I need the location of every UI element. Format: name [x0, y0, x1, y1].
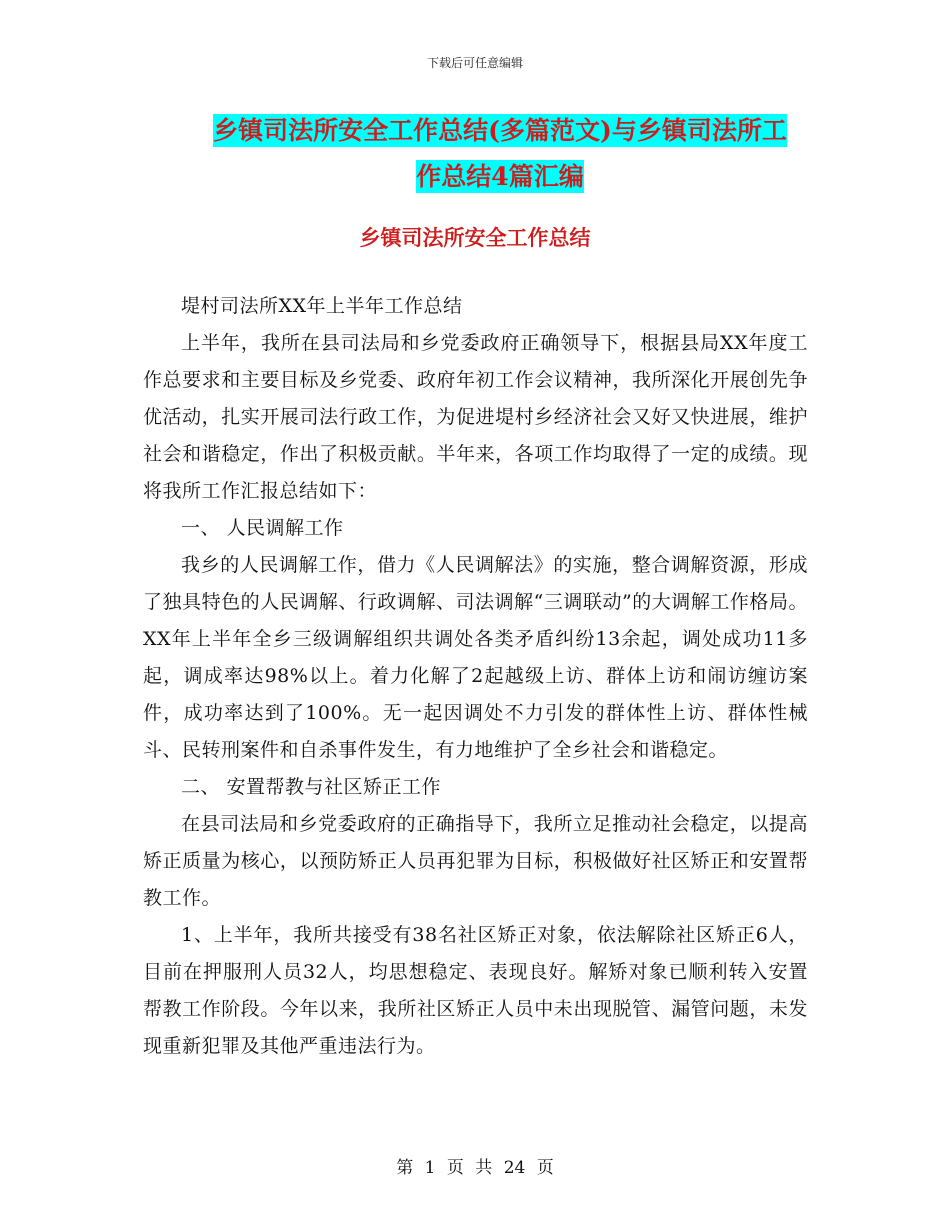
heading-correction: 二、 安置帮教与社区矫正工作	[181, 776, 442, 798]
title-line-2: 作总结4篇汇编	[416, 162, 584, 191]
subtitle-paragraph: 堤村司法所XX年上半年工作总结	[181, 295, 463, 317]
title-line-1: 乡镇司法所安全工作总结(多篇范文)与乡镇司法所工	[213, 116, 787, 145]
header-note: 下载后可任意编辑	[426, 56, 523, 70]
page-footer: 第 1 页 共 24 页	[396, 1158, 554, 1178]
heading-mediation: 一、 人民调解工作	[181, 517, 344, 539]
correction-item-1: 1、上半年，我所共接受有38名社区矫正对象，依法解除社区矫正6人，目前在押服刑人员32人，均思想稳定、表现良好。解矫对象已顺利转入安置帮教工作阶段。今年以来，我所社区矫正人员中未出现脱管、漏管问题，未发现重新犯罪及其他严重违法行为。	[143, 924, 808, 1057]
section-title: 乡镇司法所安全工作总结	[359, 225, 591, 250]
mediation-paragraph: 我乡的人民调解工作，借力《人民调解法》的实施，整合调解资源，形成了独具特色的人民调解、行政调解、司法调解“三调联动”的大调解工作格局。XX年上半年全乡三级调解组织共调处各类矛盾纠纷13余起，调处成功11多起，调成率达98%以上。着力化解了2起越级上访、群体上访和闹访缠访案件，成功率达到了100%。无一起因调处不力引发的群体性上访、群体性械斗、民转刑案件和自杀事件发生，有力地维护了全乡社会和谐稳定。	[143, 554, 808, 761]
document-title	[120, 108, 880, 200]
correction-paragraph: 在县司法局和乡党委政府的正确指导下，我所立足推动社会稳定，以提高矫正质量为核心，以预防矫正人员再犯罪为目标，积极做好社区矫正和安置帮教工作。	[143, 813, 808, 909]
document-body	[143, 288, 808, 1065]
intro-paragraph: 上半年，我所在县司法局和乡党委政府正确领导下，根据县局XX年度工作总要求和主要目标及乡党委、政府年初工作会议精神，我所深化开展创先争优活动，扎实开展司法行政工作，为促进堤村乡经济社会又好又快进展，维护社会和谐稳定，作出了积极贡献。半年来，各项工作均取得了一定的成绩。现将我所工作汇报总结如下：	[143, 332, 808, 502]
